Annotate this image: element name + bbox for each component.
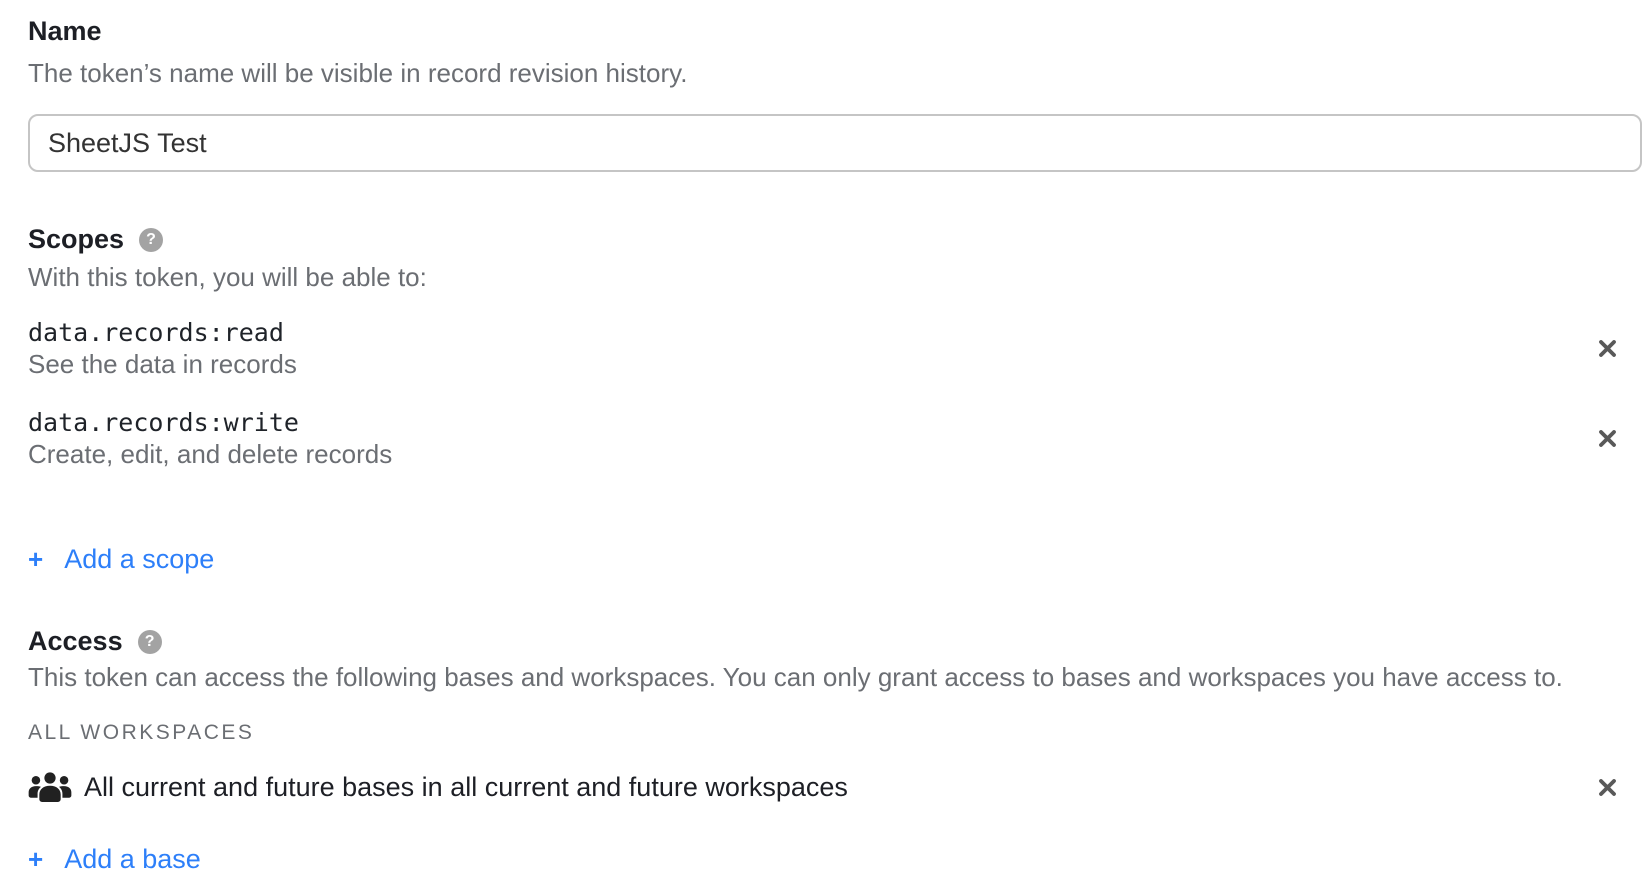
scopes-section-title: Scopes bbox=[28, 224, 125, 254]
scopes-intro-text: With this token, you will be able to: bbox=[28, 262, 427, 292]
plus-icon: + bbox=[28, 544, 44, 574]
workspace-group-label: ALL WORKSPACES bbox=[28, 721, 255, 744]
access-description: This token can access the following bases and workspaces. You can only grant access to bases and workspaces you have access to. bbox=[28, 662, 1563, 692]
add-scope-button[interactable] bbox=[28, 542, 214, 576]
scopes-help-icon[interactable] bbox=[139, 228, 163, 252]
token-name-input[interactable] bbox=[28, 114, 1642, 172]
add-base-button[interactable] bbox=[28, 842, 201, 876]
question-mark-glyph: ? bbox=[146, 231, 156, 248]
remove-scope-button[interactable] bbox=[1594, 335, 1621, 362]
scope-name: data.records:write bbox=[28, 408, 299, 437]
x-icon bbox=[1598, 339, 1617, 358]
scope-description: See the data in records bbox=[28, 349, 297, 379]
scope-list bbox=[28, 316, 1652, 470]
users-icon bbox=[28, 771, 72, 804]
add-scope-label: Add a scope bbox=[64, 544, 215, 574]
access-help-icon[interactable] bbox=[138, 630, 162, 654]
x-icon bbox=[1598, 429, 1617, 448]
scope-row-data-records-read bbox=[28, 316, 1621, 380]
access-row-all-workspaces bbox=[28, 770, 1621, 804]
remove-access-button[interactable] bbox=[1594, 774, 1621, 801]
access-section bbox=[28, 624, 1652, 876]
scope-description: Create, edit, and delete records bbox=[28, 439, 393, 469]
name-section-title: Name bbox=[28, 16, 102, 46]
access-row-label: All current and future bases in all current and future workspaces bbox=[84, 771, 848, 802]
question-mark-glyph: ? bbox=[144, 633, 155, 650]
access-section-title: Access bbox=[28, 626, 123, 656]
plus-icon: + bbox=[28, 844, 44, 874]
scope-text bbox=[28, 316, 297, 380]
name-section-description: The token’s name will be visible in record revision history. bbox=[28, 58, 688, 88]
x-icon bbox=[1598, 778, 1617, 797]
scope-row-data-records-write bbox=[28, 406, 1621, 470]
scopes-section bbox=[28, 222, 1652, 576]
scope-name: data.records:read bbox=[28, 318, 284, 347]
add-base-label: Add a base bbox=[64, 844, 201, 874]
scope-text bbox=[28, 406, 392, 470]
remove-scope-button[interactable] bbox=[1594, 425, 1621, 452]
